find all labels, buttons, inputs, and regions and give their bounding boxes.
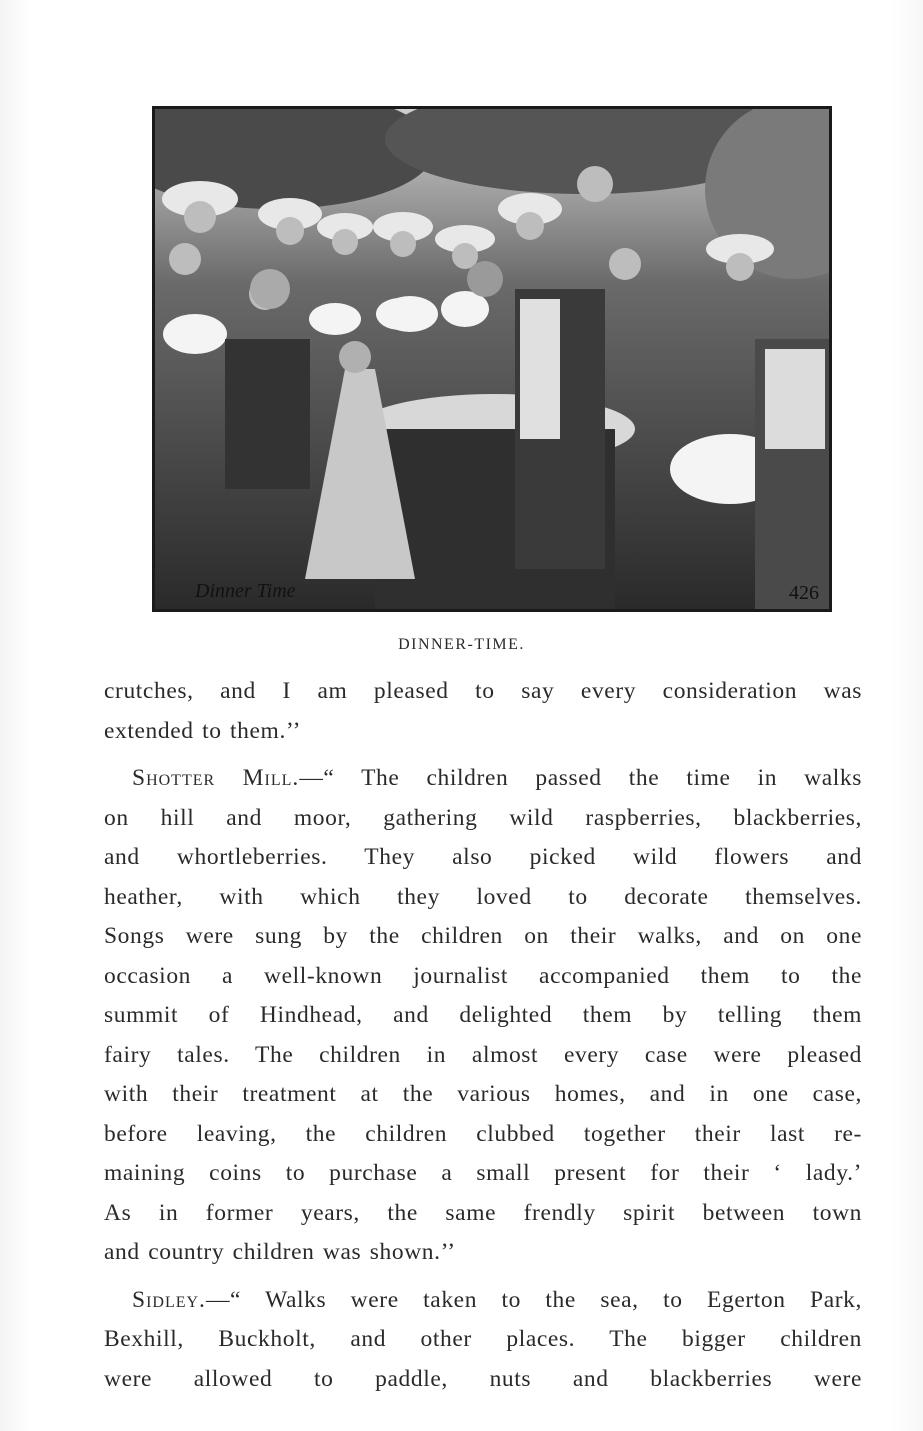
- text-line: on hill and moor, gathering wild raspberries, blackberries,: [104, 804, 862, 831]
- text-line: occasion a well-known journalist accompanied them to the: [104, 962, 862, 989]
- dinner-time-photograph: [152, 106, 832, 612]
- section-heading-line: [104, 759, 862, 799]
- text-line: As in former years, the same frendly spirit between town: [104, 1199, 862, 1226]
- photo-caption: DINNER-TIME.: [398, 636, 525, 653]
- text-line: summit of Hindhead, and delighted them by telling them: [104, 1002, 862, 1028]
- text-line: and whortleberries. They also picked wild flowers and: [104, 844, 862, 870]
- photo-illustration: [155, 109, 829, 609]
- body-text: [104, 672, 862, 1399]
- text-line: Bexhill, Buckholt, and other places. The bigger children: [104, 1326, 862, 1352]
- section-heading-shotter-mill: Shotter Mill.: [132, 765, 300, 791]
- text-line: with their treatment at the various homes, and in one case,: [104, 1081, 862, 1107]
- photo-signature: Dinner Time: [195, 580, 296, 602]
- text-line: Songs were sung by the children on their walks, and on one: [104, 923, 862, 949]
- photo-number: 426: [789, 582, 819, 604]
- text-line: maining coins to purchase a small present for their ‘ lady.’: [104, 1160, 862, 1186]
- text-line-rest: —“ The children passed the time in walks: [299, 765, 862, 791]
- text-line-rest: —“ Walks were taken to the sea, to Egerton Park,: [205, 1286, 862, 1313]
- text-line: fairy tales. The children in almost every case were pleased: [104, 1041, 862, 1068]
- text-line: extended to them.’’: [104, 717, 302, 744]
- text-line: crutches, and I am pleased to say every consideration was: [104, 678, 862, 704]
- text-line: were allowed to paddle, nuts and blackberries were: [104, 1365, 862, 1392]
- text-line: before leaving, the children clubbed together their last re-: [104, 1120, 862, 1147]
- text-line: heather, with which they loved to decorate themselves.: [104, 883, 862, 910]
- section-heading-sidley: Sidley.: [132, 1286, 206, 1313]
- text-line: and country children was shown.’’: [104, 1239, 456, 1265]
- section-heading-line: [104, 1281, 862, 1321]
